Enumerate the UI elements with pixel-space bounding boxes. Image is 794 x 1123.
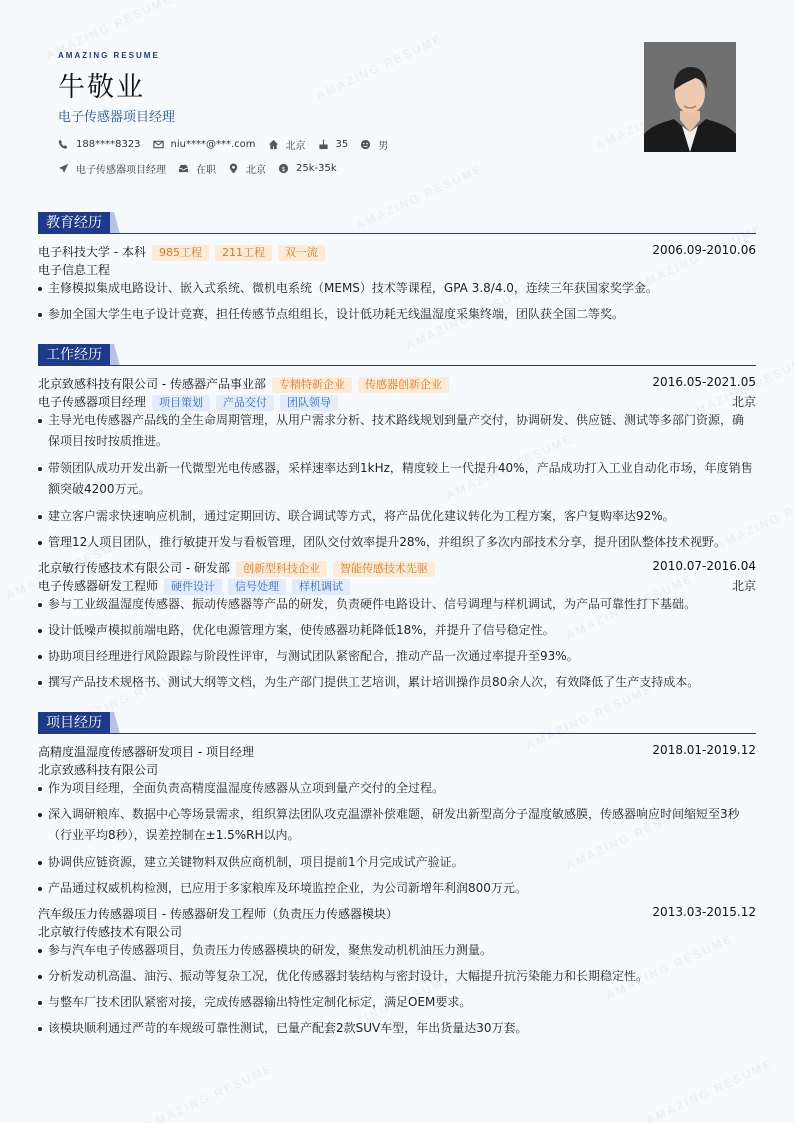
project-bullet: 参与汽车电子传感器项目，负责压力传感器模块的研发，聚焦发动机机油压力测量。 [38,940,760,961]
education-date: 2006.09-2010.06 [652,243,756,257]
project-row [38,743,756,760]
work-date: 2010.07-2016.04 [652,559,756,573]
company-tag: 专精特新企业 [272,377,352,393]
education-bullet: 主修模拟集成电路设计、嵌入式系统、微机电系统（MEMS）技术等课程，GPA 3.8/4.0，连续三年获国家奖学金。 [38,278,760,299]
status-text: 在职 [196,165,216,176]
company-name: 北京敏行传感技术有限公司 - 研发部 [38,561,230,575]
email-text: niu****@***.com [170,139,256,150]
section-header-projects [38,712,756,734]
section-title-work: 工作经历 [38,344,110,366]
project-bullet: 深入调研粮库、数据中心等场景需求，组织算法团队攻克温漂补偿难题，研发出新型高分子湿度敏感膜，传感器响应时间缩短至3秒 （行业平均8秒），误差控制在±1.5%RH以内。 [38,804,760,846]
section-title-accent [110,344,120,366]
work-company-row [38,375,756,393]
project-bullet: 与整车厂技术团队紧密对接，完成传感器输出特性定制化标定，满足OEM要求。 [38,992,760,1013]
work-bullet: 撰写产品技术规格书、测试大纲等文档，为生产部门提供工艺培训，累计培训操作员80余人次，有效降低了生产支持成本。 [38,672,760,693]
section-divider [38,733,756,734]
work-date: 2016.05-2021.05 [652,375,756,389]
candidate-name: 牛敬业 [58,72,145,103]
work-bullet: 建立客户需求快速响应机制，通过定期回访、联合调试等方式，将产品优化建议转化为工程方案，客户复购率达92%。 [38,506,760,527]
work-bullet: 主导光电传感器产品线的全生命周期管理，从用户需求分析、技术路线规划到量产交付，协调研发、供应链、测试等多部门资源，确 保项目按时按质推进。 [38,410,760,452]
project-name: 汽车级压力传感器项目 - 传感器研发工程师（负责压力传感器模块） [38,907,398,921]
watermark-text [314,31,446,102]
home-icon [268,139,279,150]
money-icon [278,163,289,174]
section-title-accent [110,712,120,734]
project-date: 2013.03-2015.12 [652,905,756,919]
salary-text: 25k-35k [296,163,337,174]
target-city-text: 北京 [246,165,266,176]
work-role-row [38,577,756,595]
phone-icon [58,139,69,150]
cake-icon [318,139,329,150]
mail-icon [153,139,164,150]
project-bullet: 分析发动机高温、油污、振动等复杂工况，优化传感器封装结构与密封设计，大幅提升抗污染能力和长期稳定性。 [38,966,760,987]
work-role-row [38,393,756,411]
role-tag: 信号处理 [228,579,286,595]
work-bullet: 管理12人项目团队，推行敏捷开发与看板管理，团队交付效率提升28%，并组织了多次内部技术分享，提升团队整体技术视野。 [38,532,760,553]
send-icon [58,163,69,174]
project-org: 北京敏行传感技术有限公司 [38,925,183,939]
section-header-education [38,212,756,234]
project-bullet: 作为项目经理，全面负责高精度温湿度传感器从立项到量产交付的全过程。 [38,778,760,799]
work-city: 北京 [731,395,756,409]
work-bullet: 参与工业级温湿度传感器、振动传感器等产品的研发，负责硬件电路设计、信号调理与样机调试，为产品可靠性打下基础。 [38,594,760,615]
work-bullet: 设计低噪声模拟前端电路，优化电源管理方案，使传感器功耗降低18%，并提升了信号稳定性。 [38,620,760,641]
project-name: 高精度温湿度传感器研发项目 - 项目经理 [38,745,254,759]
school-tag: 双一流 [278,245,325,261]
brand-label: AMAZING RESUME [58,51,160,60]
education-bullet: 参加全国大学生电子设计竞赛，担任传感节点组组长，设计低功耗无线温湿度采集终端，团队获全国二等奖。 [38,304,760,325]
school-tag: 985工程 [152,245,209,261]
education-row [38,243,756,261]
contact-info-line-1 [58,137,400,152]
section-divider [38,365,756,366]
work-bullet: 协助项目经理进行风险跟踪与阶段性评审，与测试团队紧密配合，推动产品一次通过率提升至93%。 [38,646,760,667]
gender-text: 男 [378,141,389,152]
work-company-row [38,559,756,577]
gender-icon [360,139,371,150]
school-name: 电子科技大学 - 本科 [38,245,146,259]
project-date: 2018.01-2019.12 [652,743,756,757]
section-title-accent [110,212,120,234]
phone-text: 188****8323 [76,139,141,150]
city-text: 北京 [285,141,306,152]
company-tag: 创新型科技企业 [236,561,327,577]
inbox-icon [178,163,189,174]
work-city: 北京 [731,579,756,593]
svg-text:$: $ [281,164,286,173]
company-name: 北京致感科技有限公司 - 传感器产品事业部 [38,377,266,391]
role-tag: 硬件设计 [164,579,222,595]
section-title-education: 教育经历 [38,212,110,234]
role-name: 电子传感器研发工程师 [38,579,159,593]
role-tag: 样机调试 [292,579,350,595]
project-org: 北京致感科技有限公司 [38,763,159,777]
age-text: 35 [335,139,349,150]
profile-photo [644,42,736,152]
company-tag: 传感器创新企业 [358,377,449,393]
watermark-text [644,1056,776,1123]
target-position-text: 电子传感器项目经理 [76,165,166,176]
watermark-text [144,1061,276,1123]
section-divider [38,233,756,234]
role-name: 电子传感器项目经理 [38,395,147,409]
role-tag: 团队领导 [280,395,338,411]
project-bullet: 协调供应链资源，建立关键物料双供应商机制，项目提前1个月完成试产验证。 [38,852,760,873]
job-title: 电子传感器项目经理 [58,110,176,125]
section-title-projects: 项目经历 [38,712,110,734]
project-row [38,905,756,922]
location-pin-icon [228,163,239,174]
company-tag: 智能传感技术先驱 [333,561,435,577]
contact-info-line-2 [58,161,349,176]
project-bullet: 该模块顺利通过严苛的车规级可靠性测试，已量产配套2款SUV车型，年出货量达30万套。 [38,1018,760,1039]
school-tag: 211工程 [215,245,272,261]
major-name: 电子信息工程 [38,263,111,277]
section-header-work [38,344,756,366]
role-tag: 产品交付 [216,395,274,411]
project-bullet: 产品通过权威机构检测，已应用于多家粮库及环境监控企业，为公司新增年利润800万元。 [38,878,760,899]
work-bullet: 带领团队成功开发出新一代微型光电传感器，采样速率达到1kHz，精度较上一代提升40%，产品成功打入工业自动化市场，年度销售 额突破4200万元。 [38,458,760,500]
role-tag: 项目策划 [152,395,210,411]
